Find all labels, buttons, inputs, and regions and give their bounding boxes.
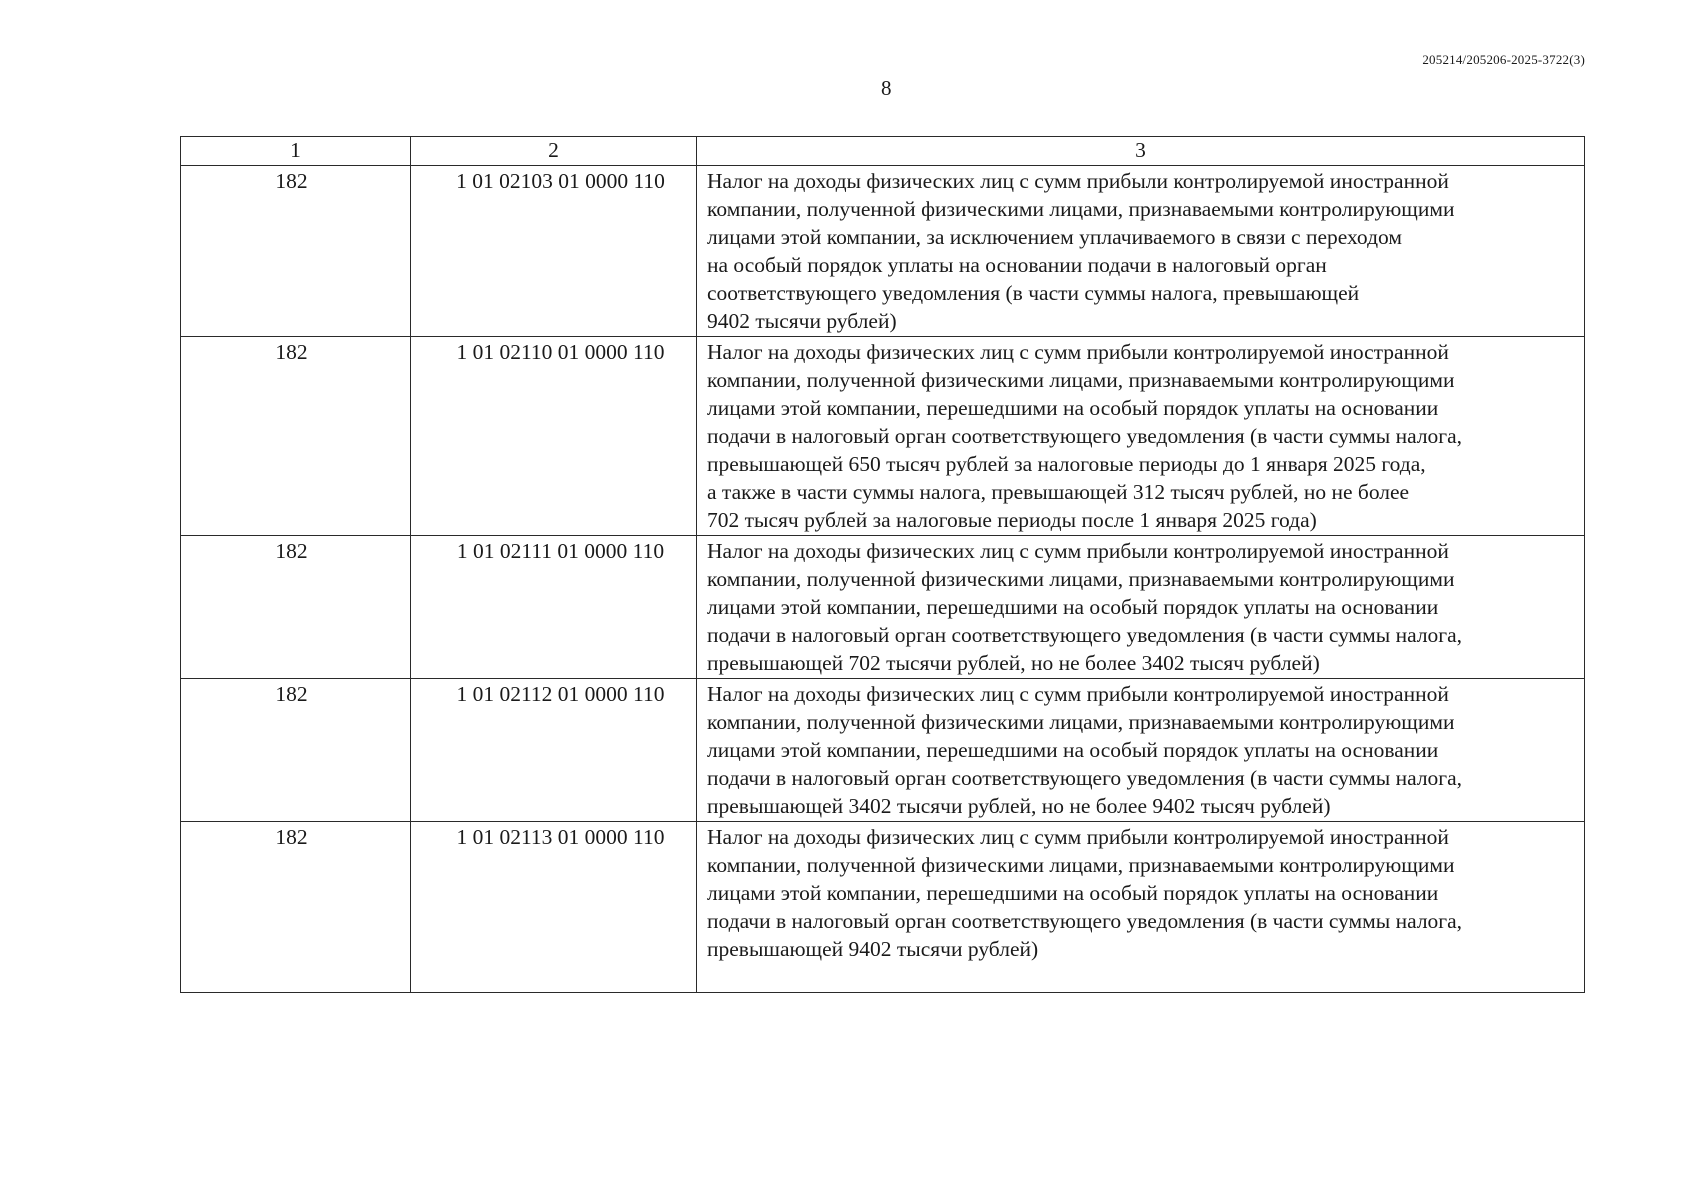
administrator-code-cell: 182 bbox=[181, 166, 411, 337]
table-row bbox=[181, 166, 1585, 337]
table-row bbox=[181, 822, 1585, 993]
budget-code-cell: 1 01 02112 01 0000 110 bbox=[411, 679, 697, 822]
table-header-row bbox=[181, 137, 1585, 166]
budget-classification-table bbox=[180, 136, 1585, 993]
description-cell: Налог на доходы физических лиц с сумм прибыли контролируемой иностранной компании, полученной физическими лицами, признаваемыми контролирующими лицами этой компании, перешедшими на особый порядок уплаты на основании подачи в налоговый орган соответствующего уведомления (в части суммы налога, превышающей 3402 тысячи рублей, но не более 9402 тысяч рублей) bbox=[697, 679, 1585, 822]
budget-code-cell: 1 01 02113 01 0000 110 bbox=[411, 822, 697, 993]
description-cell: Налог на доходы физических лиц с сумм прибыли контролируемой иностранной компании, полученной физическими лицами, признаваемыми контролирующими лицами этой компании, перешедшими на особый порядок уплаты на основании подачи в налоговый орган соответствующего уведомления (в части суммы налога, превышающей 9402 тысячи рублей) bbox=[697, 822, 1585, 993]
table-row bbox=[181, 536, 1585, 679]
budget-code-cell: 1 01 02110 01 0000 110 bbox=[411, 337, 697, 536]
budget-code-cell: 1 01 02103 01 0000 110 bbox=[411, 166, 697, 337]
administrator-code-cell: 182 bbox=[181, 536, 411, 679]
description-cell: Налог на доходы физических лиц с сумм прибыли контролируемой иностранной компании, полученной физическими лицами, признаваемыми контролирующими лицами этой компании, за исключением уплачиваемого в связи с переходом на особый порядок уплаты на основании подачи в налоговый орган соответствующего уведомления (в части суммы налога, превышающей 9402 тысячи рублей) bbox=[697, 166, 1585, 337]
description-cell: Налог на доходы физических лиц с сумм прибыли контролируемой иностранной компании, полученной физическими лицами, признаваемыми контролирующими лицами этой компании, перешедшими на особый порядок уплаты на основании подачи в налоговый орган соответствующего уведомления (в части суммы налога, превышающей 650 тысяч рублей за налоговые периоды до 1 января 2025 года, а также в части суммы налога, превышающей 312 тысяч рублей, но не более 702 тысяч рублей за налоговые периоды после 1 января 2025 года) bbox=[697, 337, 1585, 536]
column-header-3: 3 bbox=[697, 137, 1585, 166]
administrator-code-cell: 182 bbox=[181, 679, 411, 822]
document-registration-number: 205214/205206-2025-3722(3) bbox=[1422, 52, 1585, 67]
column-header-2: 2 bbox=[411, 137, 697, 166]
table-row bbox=[181, 337, 1585, 536]
administrator-code-cell: 182 bbox=[181, 337, 411, 536]
table-row bbox=[181, 679, 1585, 822]
description-cell: Налог на доходы физических лиц с сумм прибыли контролируемой иностранной компании, полученной физическими лицами, признаваемыми контролирующими лицами этой компании, перешедшими на особый порядок уплаты на основании подачи в налоговый орган соответствующего уведомления (в части суммы налога, превышающей 702 тысячи рублей, но не более 3402 тысяч рублей) bbox=[697, 536, 1585, 679]
administrator-code-cell: 182 bbox=[181, 822, 411, 993]
budget-code-cell: 1 01 02111 01 0000 110 bbox=[411, 536, 697, 679]
page-number: 8 bbox=[881, 76, 892, 100]
column-header-1: 1 bbox=[181, 137, 411, 166]
